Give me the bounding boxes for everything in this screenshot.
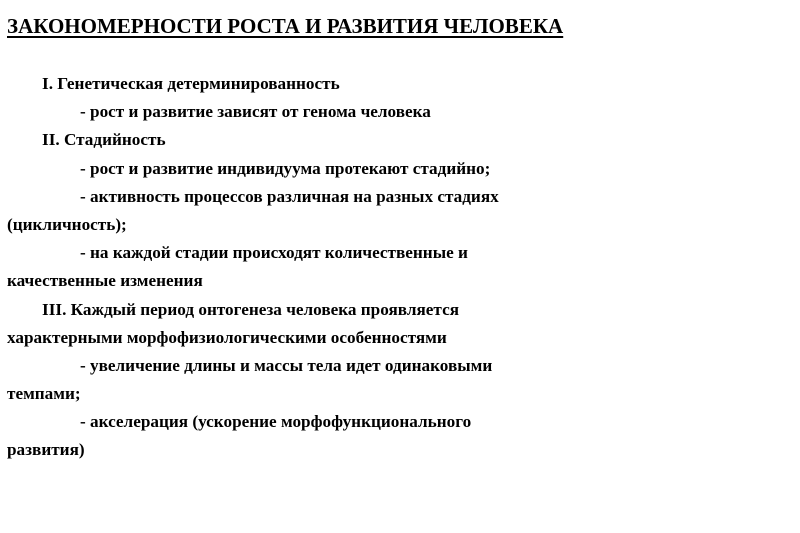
section-heading-periods: III. Каждый период онтогенеза человека проявляется: [42, 299, 459, 319]
section-heading-stages: II. Стадийность: [42, 130, 166, 150]
bullet-growth-rate: - увеличение длины и массы тела идет одинаковыми: [80, 355, 493, 375]
bullet-activity: - активность процессов различная на разных стадиях: [80, 186, 499, 206]
bullet-acceleration: - акселерация (ускорение морфофункционального: [80, 412, 472, 432]
bullet-changes-cont: качественные изменения: [7, 271, 203, 291]
section-heading-genetic: I. Генетическая детерминированность: [42, 74, 340, 93]
bullet-activity-cont: (цикличность);: [7, 214, 127, 234]
bullet-changes: - на каждой стадии происходят количественные и: [80, 243, 468, 263]
section-heading-periods-cont: характерными морфофизиологическими особенностями: [7, 327, 447, 347]
slide-title: ЗАКОНОМЕРНОСТИ РОСТА И РАЗВИТИЯ ЧЕЛОВЕКА: [7, 14, 564, 38]
bullet-acceleration-cont: развития): [7, 440, 85, 460]
bullet-genome: - рост и развитие зависят от генома человека: [80, 102, 431, 122]
bullet-growth-rate-cont: темпами;: [7, 384, 81, 404]
bullet-stagewise: - рост и развитие индивидуума протекают стадийно;: [80, 158, 491, 178]
slide-body: [7, 70, 697, 465]
